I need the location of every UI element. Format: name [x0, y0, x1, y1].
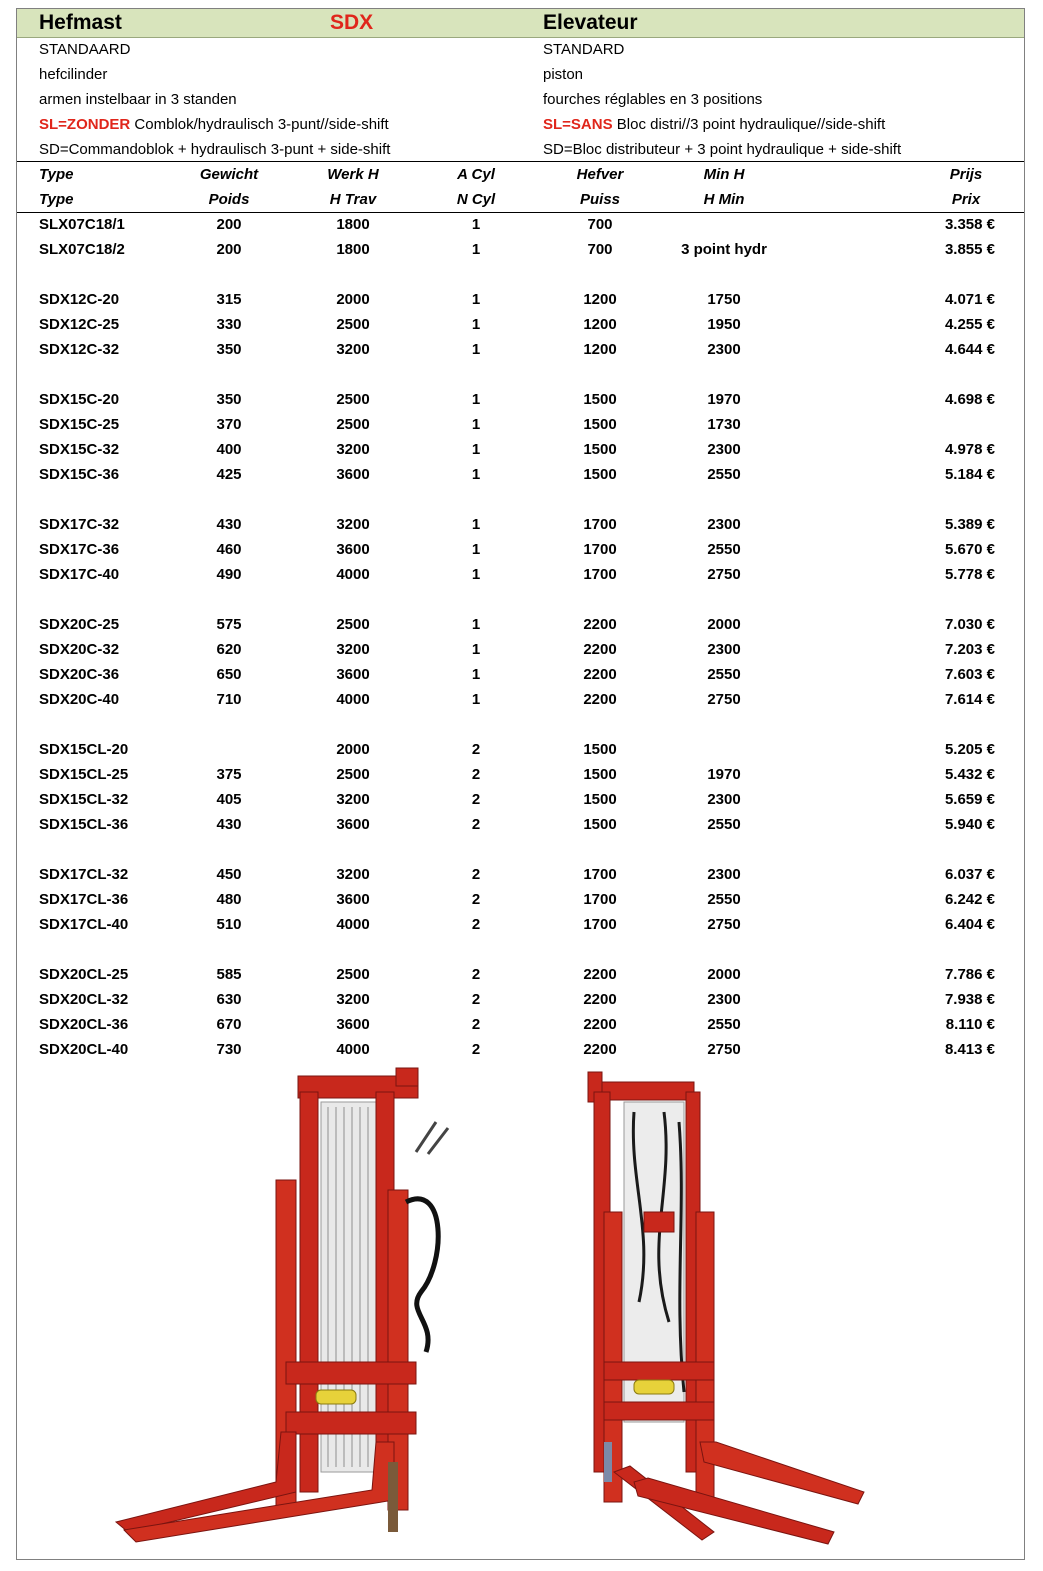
description-text: SD=Bloc distributeur + 3 point hydraulique + side-shift [543, 141, 902, 158]
table-cell-type: SDX20CL-40 [39, 1041, 129, 1058]
description-line-nl [39, 41, 130, 58]
column-header-lift-capacity: Hefver [576, 166, 624, 183]
table-cell-work-height: 3600 [336, 466, 370, 483]
table-cell-type: SDX15CL-20 [39, 741, 129, 758]
table-cell-price: 4.698 € [944, 391, 995, 408]
table-cell-lift-capacity: 1500 [583, 766, 617, 783]
column-header-weight: Gewicht [199, 166, 259, 183]
table-cell-work-height: 3200 [336, 991, 370, 1008]
table-cell-lift-capacity: 2200 [583, 691, 617, 708]
table-cell-weight: 450 [216, 866, 242, 883]
table-cell-min-height: 2550 [707, 541, 741, 558]
table-cell-cylinders: 2 [471, 741, 481, 758]
table-cell-price: 6.242 € [944, 891, 995, 908]
table-cell-type: SDX15C-25 [39, 416, 120, 433]
table-cell-min-height: 2000 [707, 616, 741, 633]
table-cell-lift-capacity: 2200 [583, 641, 617, 658]
table-cell-lift-capacity: 1700 [583, 566, 617, 583]
table-cell-weight: 350 [216, 391, 242, 408]
table-cell-price: 7.786 € [944, 966, 995, 983]
description-text: STANDAARD [39, 41, 131, 58]
table-top-rule [17, 161, 1024, 162]
table-cell-price: 4.978 € [944, 441, 995, 458]
table-cell-price: 6.037 € [944, 866, 995, 883]
column-header-min-height: Min H [703, 166, 745, 183]
table-cell-cylinders: 1 [471, 391, 481, 408]
table-cell-price: 8.110 € [945, 1016, 995, 1033]
description-text: SD=Commandoblok + hydraulisch 3-punt + side-shift [39, 141, 391, 158]
table-cell-min-height: 2550 [707, 891, 741, 908]
table-cell-weight: 650 [216, 666, 242, 683]
table-cell-price: 5.205 € [944, 741, 995, 758]
table-cell-cylinders: 1 [471, 291, 481, 308]
table-cell-lift-capacity: 2200 [583, 1041, 617, 1058]
table-cell-min-height: 3 point hydr [681, 241, 767, 258]
column-header-cylinders: N Cyl [456, 191, 496, 208]
table-cell-cylinders: 2 [471, 991, 481, 1008]
table-cell-work-height: 2500 [336, 391, 370, 408]
table-cell-work-height: 4000 [336, 916, 370, 933]
table-cell-cylinders: 1 [471, 691, 481, 708]
column-header-type: Type [39, 191, 74, 208]
table-cell-min-height: 1970 [707, 391, 741, 408]
table-cell-price: 5.670 € [944, 541, 995, 558]
table-cell-min-height: 2750 [707, 916, 741, 933]
table-cell-min-height: 2300 [707, 991, 741, 1008]
table-cell-lift-capacity: 1500 [583, 441, 617, 458]
table-cell-work-height: 2500 [336, 316, 370, 333]
table-cell-cylinders: 1 [471, 216, 481, 233]
table-cell-cylinders: 2 [471, 1041, 481, 1058]
table-cell-type: SDX17C-32 [39, 516, 120, 533]
description-line-fr [543, 116, 885, 133]
column-header-price: Prijs [949, 166, 983, 183]
description-text: hefcilinder [39, 66, 108, 83]
table-cell-type: SDX15CL-36 [39, 816, 129, 833]
table-cell-lift-capacity: 1200 [583, 341, 617, 358]
table-cell-work-height: 2500 [336, 616, 370, 633]
table-cell-min-height: 2750 [707, 566, 741, 583]
table-cell-lift-capacity: 700 [587, 216, 613, 233]
table-cell-weight: 460 [216, 541, 242, 558]
table-cell-type: SDX17CL-32 [39, 866, 129, 883]
table-cell-price: 4.255 € [944, 316, 995, 333]
table-cell-type: SDX20CL-25 [39, 966, 129, 983]
table-cell-weight: 510 [216, 916, 242, 933]
table-cell-type: SDX20C-36 [39, 666, 120, 683]
table-cell-work-height: 3200 [336, 441, 370, 458]
table-cell-lift-capacity: 1500 [583, 391, 617, 408]
mast-photo-left [76, 1062, 454, 1546]
table-cell-work-height: 2500 [336, 766, 370, 783]
table-cell-price: 5.940 € [944, 816, 995, 833]
table-cell-cylinders: 1 [471, 641, 481, 658]
column-header-type: Type [39, 166, 74, 183]
table-cell-type: SDX20CL-36 [39, 1016, 129, 1033]
red-highlight: SL=ZONDER [39, 116, 131, 133]
table-cell-cylinders: 1 [471, 241, 481, 258]
table-cell-lift-capacity: 1700 [583, 916, 617, 933]
table-cell-lift-capacity: 2200 [583, 1016, 617, 1033]
table-cell-work-height: 3600 [336, 816, 370, 833]
table-cell-type: SLX07C18/2 [39, 241, 125, 258]
table-cell-lift-capacity: 1200 [583, 291, 617, 308]
header-bottom-rule [17, 212, 1024, 213]
table-cell-weight: 375 [216, 766, 242, 783]
table-cell-lift-capacity: 2200 [583, 991, 617, 1008]
table-cell-lift-capacity: 1500 [583, 466, 617, 483]
right-title: Elevateur [543, 11, 638, 34]
table-cell-cylinders: 2 [471, 966, 481, 983]
table-cell-type: SDX20C-25 [39, 616, 120, 633]
table-cell-weight: 350 [216, 341, 242, 358]
table-cell-lift-capacity: 1500 [583, 816, 617, 833]
column-header-lift-capacity: Puiss [579, 191, 621, 208]
table-cell-weight: 730 [216, 1041, 242, 1058]
table-cell-min-height: 2550 [707, 816, 741, 833]
table-cell-min-height: 2300 [707, 341, 741, 358]
table-cell-work-height: 2500 [336, 416, 370, 433]
table-cell-type: SDX12C-32 [39, 341, 120, 358]
table-cell-work-height: 3200 [336, 866, 370, 883]
table-cell-cylinders: 1 [471, 466, 481, 483]
table-cell-min-height: 2000 [707, 966, 741, 983]
column-header-work-height: H Trav [329, 191, 377, 208]
column-header-weight: Poids [208, 191, 250, 208]
table-cell-weight: 480 [216, 891, 242, 908]
red-highlight: SL=SANS [543, 116, 613, 133]
table-cell-weight: 370 [216, 416, 242, 433]
description-line-nl [39, 116, 389, 133]
table-cell-weight: 430 [216, 816, 242, 833]
table-cell-work-height: 3200 [336, 641, 370, 658]
column-header-price: Prix [951, 191, 981, 208]
table-cell-price: 5.778 € [944, 566, 995, 583]
table-cell-lift-capacity: 1200 [583, 316, 617, 333]
description-line-fr [543, 66, 583, 83]
description-line-fr [543, 141, 901, 158]
table-cell-min-height: 1970 [707, 766, 741, 783]
table-cell-min-height: 2300 [707, 791, 741, 808]
column-header-cylinders: A Cyl [457, 166, 495, 183]
table-cell-min-height: 1750 [707, 291, 741, 308]
table-cell-min-height: 2550 [707, 466, 741, 483]
table-cell-lift-capacity: 1700 [583, 516, 617, 533]
table-cell-type: SDX15C-20 [39, 391, 120, 408]
table-cell-price: 3.855 € [944, 241, 995, 258]
table-cell-weight: 200 [216, 216, 242, 233]
table-cell-min-height: 2750 [707, 691, 741, 708]
description-text: piston [543, 66, 584, 83]
table-cell-lift-capacity: 2200 [583, 966, 617, 983]
table-cell-type: SDX17C-40 [39, 566, 120, 583]
table-cell-cylinders: 2 [471, 866, 481, 883]
table-cell-price: 7.203 € [944, 641, 995, 658]
table-cell-type: SDX15C-36 [39, 466, 120, 483]
table-cell-price: 7.938 € [944, 991, 995, 1008]
table-cell-cylinders: 2 [471, 1016, 481, 1033]
table-cell-weight: 575 [216, 616, 242, 633]
left-title: Hefmast [39, 11, 122, 34]
table-cell-weight: 430 [216, 516, 242, 533]
table-cell-cylinders: 2 [471, 766, 481, 783]
table-cell-work-height: 1800 [336, 216, 370, 233]
description-line-fr [543, 91, 762, 108]
table-cell-work-height: 3200 [336, 341, 370, 358]
table-cell-type: SLX07C18/1 [39, 216, 125, 233]
table-cell-lift-capacity: 700 [587, 241, 613, 258]
table-cell-min-height: 1730 [707, 416, 741, 433]
table-cell-min-height: 2550 [707, 1016, 741, 1033]
table-cell-price: 5.659 € [944, 791, 995, 808]
table-cell-price: 7.614 € [944, 691, 995, 708]
table-cell-weight: 490 [216, 566, 242, 583]
table-cell-lift-capacity: 2200 [583, 616, 617, 633]
table-cell-work-height: 1800 [336, 241, 370, 258]
table-cell-cylinders: 1 [471, 316, 481, 333]
table-cell-weight: 400 [216, 441, 242, 458]
table-cell-min-height: 2750 [707, 1041, 741, 1058]
table-cell-price: 5.432 € [944, 766, 995, 783]
table-cell-lift-capacity: 1500 [583, 741, 617, 758]
table-cell-cylinders: 2 [471, 816, 481, 833]
table-cell-weight: 200 [216, 241, 242, 258]
table-cell-work-height: 3200 [336, 516, 370, 533]
table-cell-cylinders: 1 [471, 616, 481, 633]
table-cell-work-height: 2000 [336, 291, 370, 308]
description-text: Bloc distri//3 point hydraulique//side-shift [612, 116, 886, 133]
table-cell-type: SDX12C-25 [39, 316, 120, 333]
table-cell-weight: 670 [216, 1016, 242, 1033]
table-cell-lift-capacity: 1700 [583, 891, 617, 908]
model-title: SDX [330, 11, 374, 34]
table-cell-price: 8.413 € [944, 1041, 995, 1058]
table-cell-work-height: 3600 [336, 541, 370, 558]
table-cell-price: 4.644 € [944, 341, 995, 358]
table-cell-work-height: 3200 [336, 791, 370, 808]
table-cell-min-height: 2300 [707, 441, 741, 458]
description-text: armen instelbaar in 3 standen [39, 91, 237, 108]
table-cell-work-height: 3600 [336, 666, 370, 683]
table-cell-price: 5.184 € [944, 466, 995, 483]
table-cell-price: 7.030 € [944, 616, 995, 633]
table-cell-cylinders: 2 [471, 891, 481, 908]
table-cell-cylinders: 1 [471, 666, 481, 683]
table-cell-work-height: 3600 [336, 1016, 370, 1033]
table-cell-type: SDX17C-36 [39, 541, 120, 558]
table-cell-type: SDX20C-40 [39, 691, 120, 708]
table-cell-lift-capacity: 2200 [583, 666, 617, 683]
description-line-nl [39, 66, 107, 83]
table-cell-lift-capacity: 1500 [583, 791, 617, 808]
table-cell-weight: 585 [216, 966, 242, 983]
description-line-nl [39, 141, 390, 158]
table-cell-lift-capacity: 1700 [583, 541, 617, 558]
table-cell-min-height: 2300 [707, 866, 741, 883]
table-cell-cylinders: 2 [471, 916, 481, 933]
table-cell-lift-capacity: 1500 [583, 416, 617, 433]
table-cell-type: SDX15CL-25 [39, 766, 129, 783]
description-line-nl [39, 91, 237, 108]
table-cell-cylinders: 1 [471, 441, 481, 458]
table-cell-type: SDX12C-20 [39, 291, 120, 308]
table-cell-cylinders: 1 [471, 541, 481, 558]
table-cell-cylinders: 1 [471, 566, 481, 583]
table-cell-cylinders: 1 [471, 416, 481, 433]
table-cell-type: SDX17CL-36 [39, 891, 129, 908]
table-cell-work-height: 4000 [336, 691, 370, 708]
description-text: fourches réglables en 3 positions [543, 91, 763, 108]
title-bar [17, 9, 1024, 38]
table-cell-type: SDX15C-32 [39, 441, 120, 458]
table-cell-type: SDX20CL-32 [39, 991, 129, 1008]
table-cell-weight: 620 [216, 641, 242, 658]
column-header-work-height: Werk H [327, 166, 379, 183]
table-cell-work-height: 3600 [336, 891, 370, 908]
table-cell-cylinders: 1 [471, 341, 481, 358]
table-cell-min-height: 2300 [707, 641, 741, 658]
table-cell-work-height: 2000 [336, 741, 370, 758]
table-cell-type: SDX17CL-40 [39, 916, 129, 933]
table-cell-cylinders: 2 [471, 791, 481, 808]
description-text: STANDARD [543, 41, 625, 58]
table-cell-min-height: 2300 [707, 516, 741, 533]
table-cell-weight: 315 [216, 291, 242, 308]
mast-photo-right [574, 1062, 870, 1546]
table-cell-lift-capacity: 1700 [583, 866, 617, 883]
table-cell-price: 6.404 € [944, 916, 995, 933]
table-cell-price: 7.603 € [944, 666, 995, 683]
table-cell-weight: 405 [216, 791, 242, 808]
column-header-min-height: H Min [703, 191, 745, 208]
table-cell-price: 3.358 € [944, 216, 995, 233]
table-cell-min-height: 1950 [707, 316, 741, 333]
table-cell-work-height: 4000 [336, 566, 370, 583]
table-cell-cylinders: 1 [471, 516, 481, 533]
table-cell-weight: 630 [216, 991, 242, 1008]
table-cell-type: SDX20C-32 [39, 641, 120, 658]
description-text: Comblok/hydraulisch 3-punt//side-shift [130, 116, 389, 133]
table-cell-weight: 710 [216, 691, 242, 708]
table-cell-price: 5.389 € [944, 516, 995, 533]
table-cell-min-height: 2550 [707, 666, 741, 683]
description-line-fr [543, 41, 624, 58]
table-cell-price: 4.071 € [944, 291, 995, 308]
table-cell-work-height: 2500 [336, 966, 370, 983]
table-cell-work-height: 4000 [336, 1041, 370, 1058]
table-cell-type: SDX15CL-32 [39, 791, 129, 808]
table-cell-weight: 330 [216, 316, 242, 333]
table-cell-weight: 425 [216, 466, 242, 483]
